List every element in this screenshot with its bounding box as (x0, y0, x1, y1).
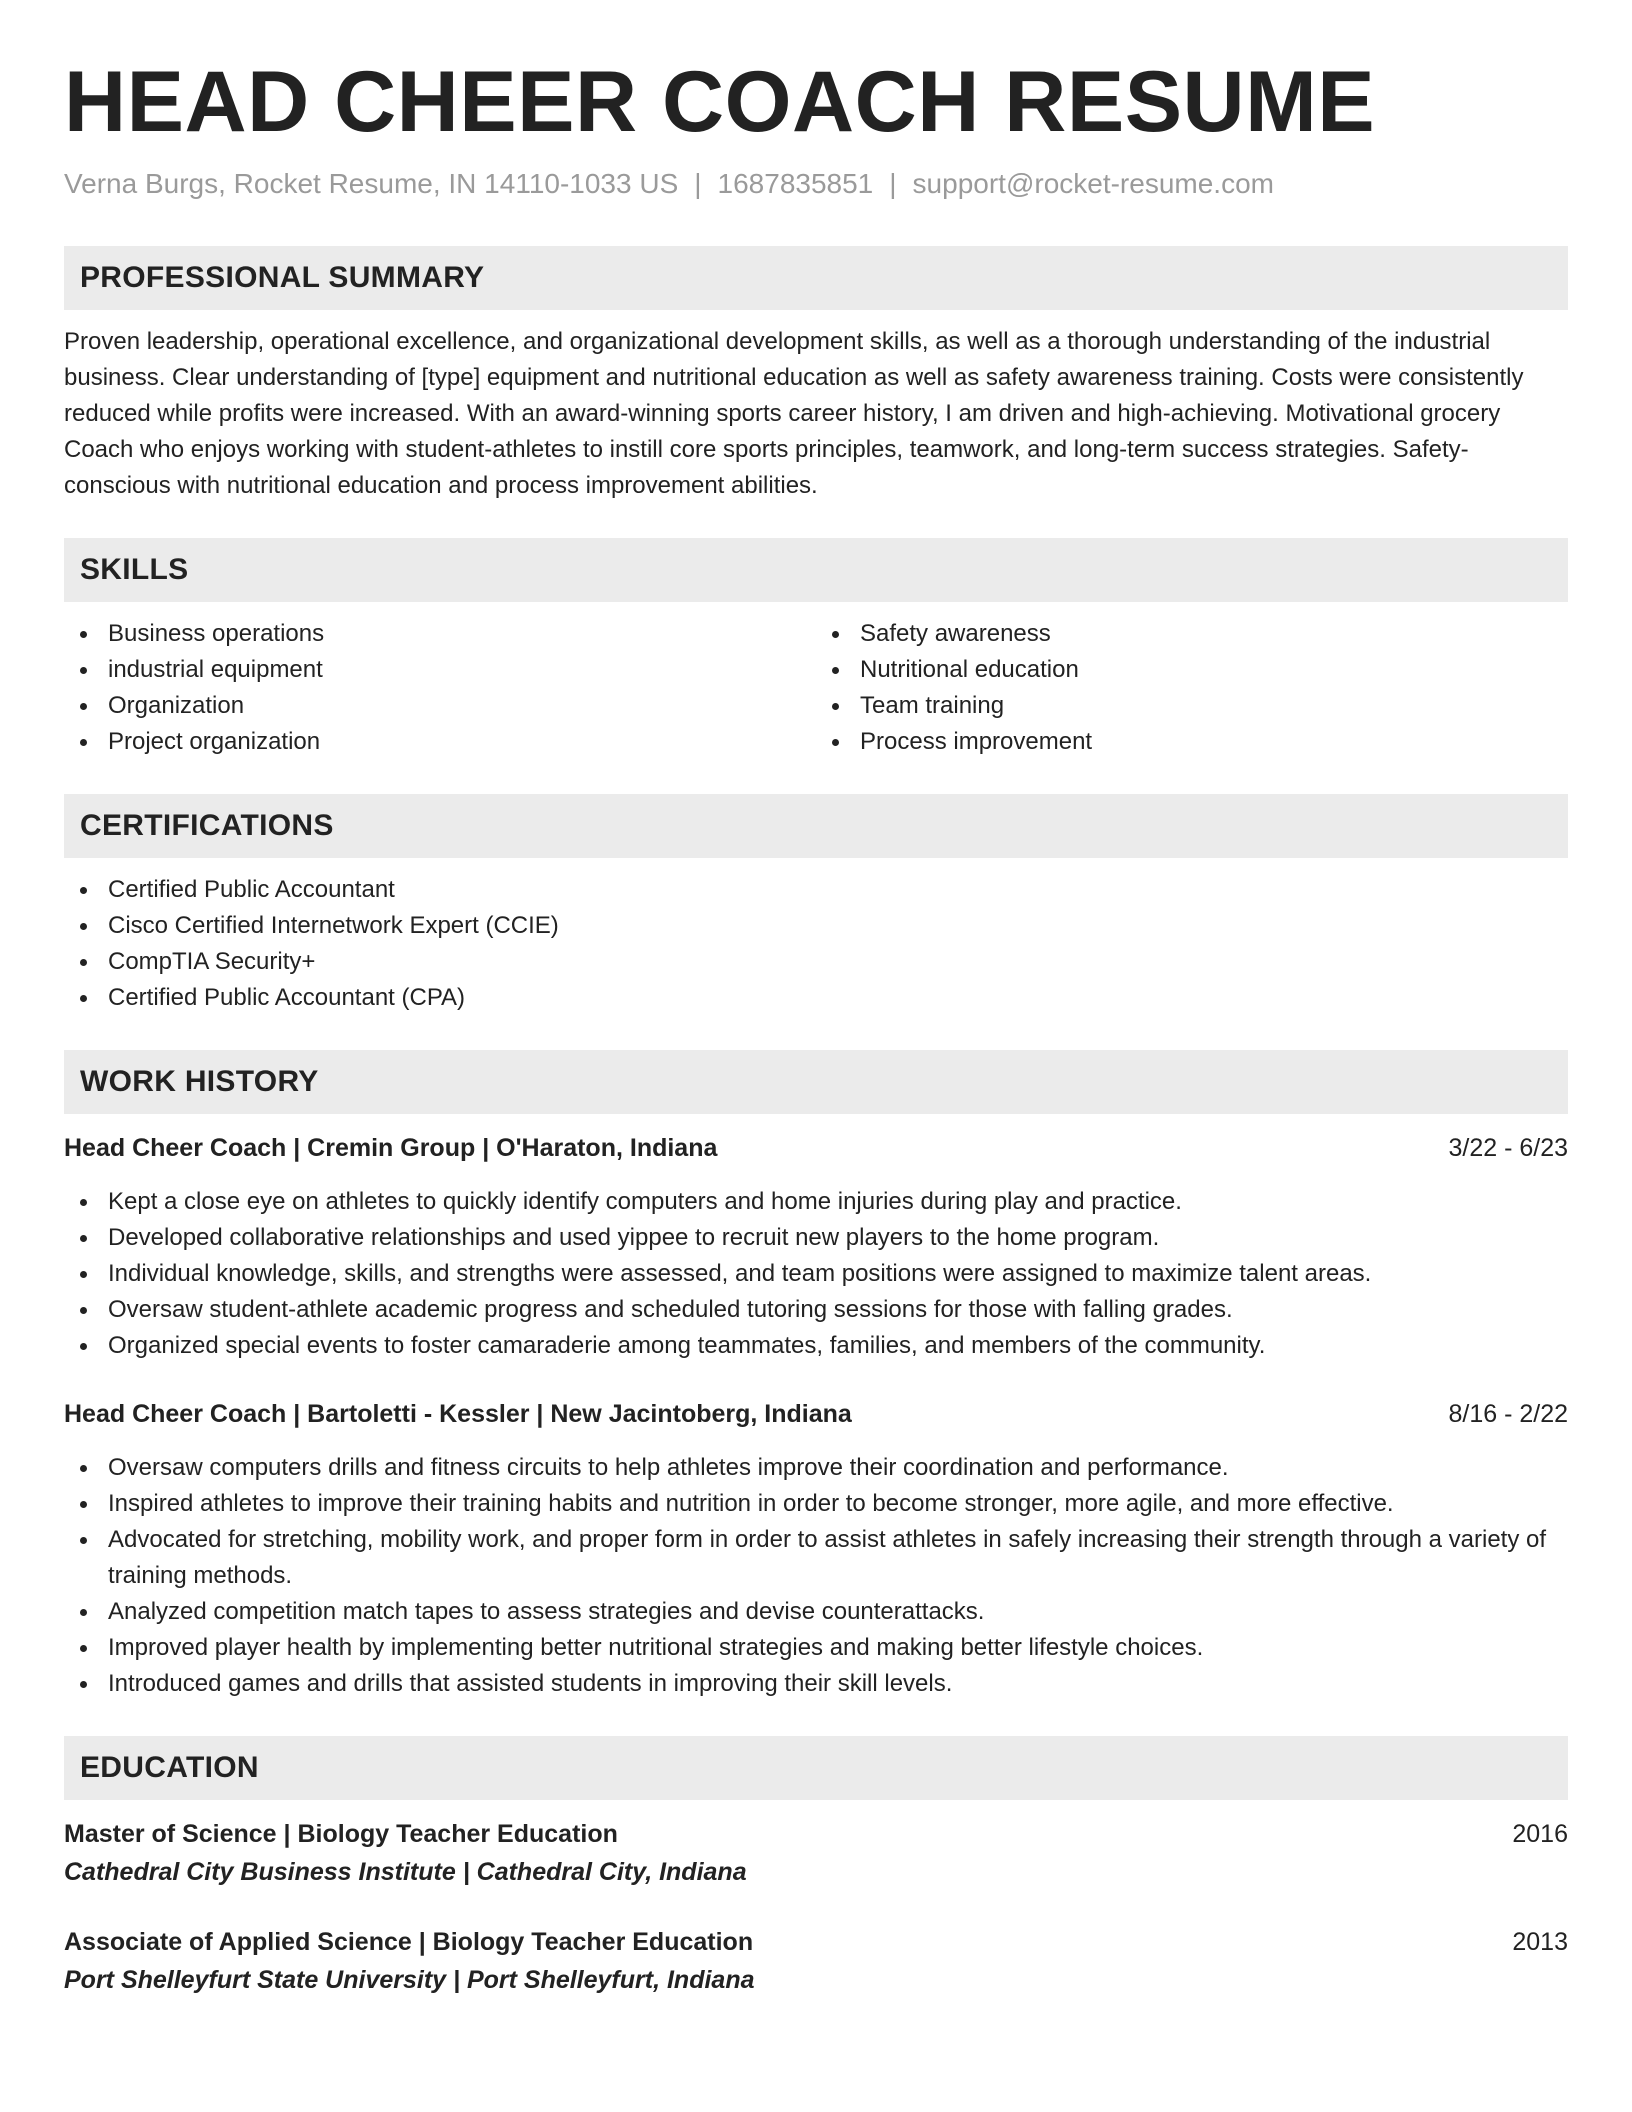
summary-text: Proven leadership, operational excellence, and organizational development skills, as well as a thorough understanding of the industrial business. Clear understanding of [type] equipment and nutritional education as well as safety awareness training. Costs were consistently reduced while profits were increased. With an award-winning sports career history, I am driven and high-achieving. Motivational grocery Coach who enjoys working with student-athletes to instill core sports principles, teamwork, and long-term success strategies. Safety-conscious with nutritional education and process improvement abilities. (64, 328, 1524, 499)
job-bullets (64, 1450, 1568, 1702)
skill-item: Business operations (64, 616, 816, 652)
skills-section (64, 538, 1568, 760)
education-degree: Master of Science | Biology Teacher Education (64, 1820, 618, 1848)
skill-item: Team training (816, 688, 1568, 724)
certification-item: Certified Public Accountant (64, 872, 1568, 908)
education-degree: Associate of Applied Science | Biology Teacher Education (64, 1928, 754, 1956)
job-bullet: Improved player health by implementing better nutritional strategies and making better lifestyle choices. (64, 1630, 1568, 1666)
skill-item: Organization (64, 688, 816, 724)
job-entry (64, 1130, 1568, 1364)
summary-section (64, 246, 1568, 504)
certification-item: Cisco Certified Internetwork Expert (CCIE) (64, 908, 1568, 944)
job-dates: 8/16 - 2/22 (1448, 1400, 1568, 1428)
education-school: Port Shelleyfurt State University | Port Shelleyfurt, Indiana (64, 1966, 755, 1994)
education-section (64, 1736, 1568, 1998)
job-bullet: Introduced games and drills that assisted students in improving their skill levels. (64, 1666, 1568, 1702)
job-bullet: Individual knowledge, skills, and strengths were assessed, and team positions were assigned to maximize talent areas. (64, 1256, 1568, 1292)
skills-columns (64, 616, 1568, 760)
skill-item: Nutritional education (816, 652, 1568, 688)
certifications-heading: CERTIFICATIONS (64, 794, 1568, 858)
work-history-section (64, 1050, 1568, 1702)
skill-item: Project organization (64, 724, 816, 760)
education-entry (64, 1816, 1568, 1890)
skills-left-column (64, 616, 816, 760)
education-year: 2013 (1512, 1928, 1568, 1956)
job-bullet: Oversaw student-athlete academic progress and scheduled tutoring sessions for those with falling grades. (64, 1292, 1568, 1328)
job-bullets (64, 1184, 1568, 1364)
education-header (64, 1816, 1568, 1852)
skill-item: Process improvement (816, 724, 1568, 760)
job-entry (64, 1396, 1568, 1702)
job-header (64, 1396, 1568, 1432)
summary-heading: PROFESSIONAL SUMMARY (64, 246, 1568, 310)
job-bullet: Analyzed competition match tapes to assess strategies and devise counterattacks. (64, 1594, 1568, 1630)
job-bullet: Kept a close eye on athletes to quickly identify computers and home injuries during play and practice. (64, 1184, 1568, 1220)
job-bullet: Oversaw computers drills and fitness circuits to help athletes improve their coordination and performance. (64, 1450, 1568, 1486)
certifications-list (64, 872, 1568, 1016)
job-bullet: Advocated for stretching, mobility work, and proper form in order to assist athletes in safely increasing their strength through a variety of training methods. (64, 1522, 1568, 1594)
contact-email[interactable]: support@rocket-resume.com (912, 168, 1274, 199)
education-year: 2016 (1512, 1820, 1568, 1848)
job-bullet: Inspired athletes to improve their training habits and nutrition in order to become stronger, more agile, and more effective. (64, 1486, 1568, 1522)
skill-item: Safety awareness (816, 616, 1568, 652)
certifications-section (64, 794, 1568, 1016)
job-title: Head Cheer Coach | Cremin Group | O'Haraton, Indiana (64, 1134, 718, 1162)
certification-item: CompTIA Security+ (64, 944, 1568, 980)
job-bullet: Organized special events to foster camaraderie among teammates, families, and members of the community. (64, 1328, 1568, 1364)
contact-line (64, 166, 1568, 202)
job-dates: 3/22 - 6/23 (1448, 1134, 1568, 1162)
education-heading: EDUCATION (64, 1736, 1568, 1800)
contact-phone: 1687835851 (717, 168, 874, 199)
skills-heading: SKILLS (64, 538, 1568, 602)
job-header (64, 1130, 1568, 1166)
resume-title: HEAD CHEER COACH RESUME (64, 54, 1376, 150)
contact-address: Verna Burgs, Rocket Resume, IN 14110-1033 US (64, 168, 679, 199)
contact-separator: | (694, 168, 702, 199)
certification-item: Certified Public Accountant (CPA) (64, 980, 1568, 1016)
contact-separator: | (889, 168, 897, 199)
education-entry (64, 1924, 1568, 1998)
skill-item: industrial equipment (64, 652, 816, 688)
education-header (64, 1924, 1568, 1960)
skills-right-column (816, 616, 1568, 760)
job-title: Head Cheer Coach | Bartoletti - Kessler | New Jacintoberg, Indiana (64, 1400, 852, 1428)
education-school: Cathedral City Business Institute | Cathedral City, Indiana (64, 1858, 747, 1886)
job-bullet: Developed collaborative relationships and used yippee to recruit new players to the home program. (64, 1220, 1568, 1256)
work-history-heading: WORK HISTORY (64, 1050, 1568, 1114)
